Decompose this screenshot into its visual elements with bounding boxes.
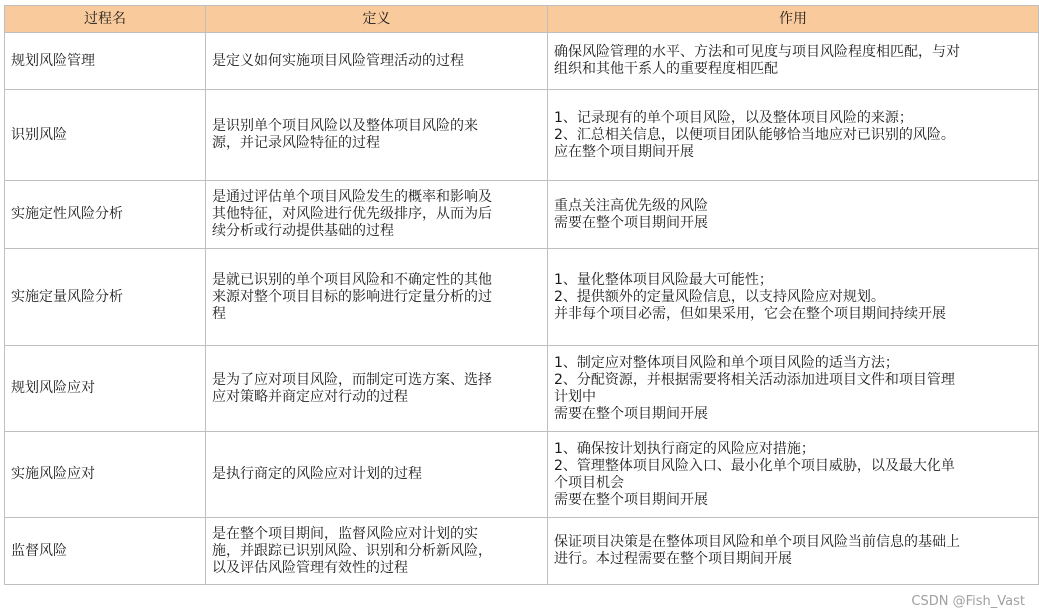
- definition-line: 是就已识别的单个项目风险和不确定性的其他: [212, 271, 492, 288]
- purpose-cell: [548, 33, 1039, 90]
- definition-line: 是执行商定的风险应对计划的过程: [212, 466, 422, 482]
- purpose-line: 需要在整个项目期间开展: [554, 214, 708, 231]
- process-name-cell: 实施定性风险分析: [5, 181, 206, 249]
- purpose-line: 重点关注高优先级的风险: [554, 197, 708, 214]
- header-definition: 定义: [206, 6, 548, 33]
- purpose-line: 1、制定应对整体项目风险和单个项目风险的适当方法；: [554, 354, 899, 371]
- definition-line: 续分析或行动提供基础的过程: [212, 223, 394, 239]
- definition-line: 源，并记录风险特征的过程: [212, 135, 380, 151]
- definition-line: 施，并跟踪已识别风险、识别和分析新风险，: [212, 542, 492, 559]
- purpose-line: 2、提供额外的定量风险信息，以支持风险应对规划。: [554, 288, 885, 305]
- process-name-cell: 实施风险应对: [5, 432, 206, 518]
- definition-cell: [206, 518, 548, 585]
- purpose-line: 个项目机会: [554, 474, 624, 491]
- process-name-cell: 规划风险应对: [5, 346, 206, 432]
- purpose-line: 2、汇总相关信息，以便项目团队能够恰当地应对已识别的风险。: [554, 126, 955, 143]
- table-row: [5, 346, 1039, 432]
- table-body: [5, 33, 1039, 585]
- purpose-line: 保证项目决策是在整体项目风险和单个项目风险当前信息的基础上: [554, 534, 960, 550]
- purpose-line: 组织和其他干系人的重要程度相匹配: [554, 61, 778, 77]
- table-row: [5, 432, 1039, 518]
- definition-cell: [206, 33, 548, 90]
- table-row: [5, 90, 1039, 181]
- purpose-line: 1、记录现有的单个项目风险，以及整体项目风险的来源；: [554, 109, 913, 126]
- definition-line: 其他特征，对风险进行优先级排序，从而为后: [212, 206, 492, 222]
- definition-cell: [206, 90, 548, 181]
- purpose-cell: [548, 90, 1039, 181]
- definition-line: 应对策略并商定应对行动的过程: [212, 388, 408, 405]
- definition-cell: [206, 346, 548, 432]
- purpose-cell: [548, 249, 1039, 346]
- purpose-cell: [548, 432, 1039, 518]
- purpose-line: 1、确保按计划执行商定的风险应对措施；: [554, 440, 815, 457]
- purpose-line: 确保风险管理的水平、方法和可见度与项目风险程度相匹配，与对: [554, 44, 960, 60]
- header-purpose: 作用: [548, 6, 1039, 33]
- header-process-name: 过程名: [5, 6, 206, 33]
- purpose-line: 进行。本过程需要在整个项目期间开展: [554, 551, 792, 567]
- definition-line: 是定义如何实施项目风险管理活动的过程: [212, 52, 464, 69]
- purpose-line: 需要在整个项目期间开展: [554, 405, 708, 422]
- purpose-cell: [548, 181, 1039, 249]
- definition-line: 是在整个项目期间，监督风险应对计划的实: [212, 525, 478, 542]
- watermark: CSDN @Fish_Vast: [911, 594, 1025, 609]
- table-row: [5, 181, 1039, 249]
- process-name-cell: 识别风险: [5, 90, 206, 181]
- table-row: [5, 33, 1039, 90]
- purpose-line: 并非每个项目必需，但如果采用，它会在整个项目期间持续开展: [554, 305, 946, 322]
- definition-cell: [206, 432, 548, 518]
- purpose-line: 应在整个项目期间开展: [554, 143, 694, 160]
- purpose-line: 1、量化整体项目风险最大可能性；: [554, 271, 773, 288]
- table-row: [5, 249, 1039, 346]
- definition-line: 以及评估风险管理有效性的过程: [212, 559, 408, 576]
- process-name-cell: 实施定量风险分析: [5, 249, 206, 346]
- purpose-line: 需要在整个项目期间开展: [554, 491, 708, 508]
- process-name-cell: 监督风险: [5, 518, 206, 585]
- purpose-cell: [548, 346, 1039, 432]
- purpose-line: 计划中: [554, 388, 596, 405]
- purpose-line: 2、管理整体项目风险入口、最小化单个项目威胁，以及最大化单: [554, 457, 955, 474]
- purpose-line: 2、分配资源，并根据需要将相关活动添加进项目文件和项目管理: [554, 371, 955, 388]
- definition-line: 程: [212, 305, 226, 322]
- risk-process-table: [4, 5, 1039, 585]
- definition-cell: [206, 249, 548, 346]
- definition-line: 是通过评估单个项目风险发生的概率和影响及: [212, 189, 492, 205]
- definition-line: 来源对整个项目目标的影响进行定量分析的过: [212, 288, 492, 305]
- definition-cell: [206, 181, 548, 249]
- definition-line: 是为了应对项目风险，而制定可选方案、选择: [212, 371, 492, 388]
- purpose-cell: [548, 518, 1039, 585]
- definition-line: 是识别单个项目风险以及整体项目风险的来: [212, 118, 478, 134]
- table-row: [5, 518, 1039, 585]
- process-name-cell: 规划风险管理: [5, 33, 206, 90]
- header-row: [5, 6, 1039, 33]
